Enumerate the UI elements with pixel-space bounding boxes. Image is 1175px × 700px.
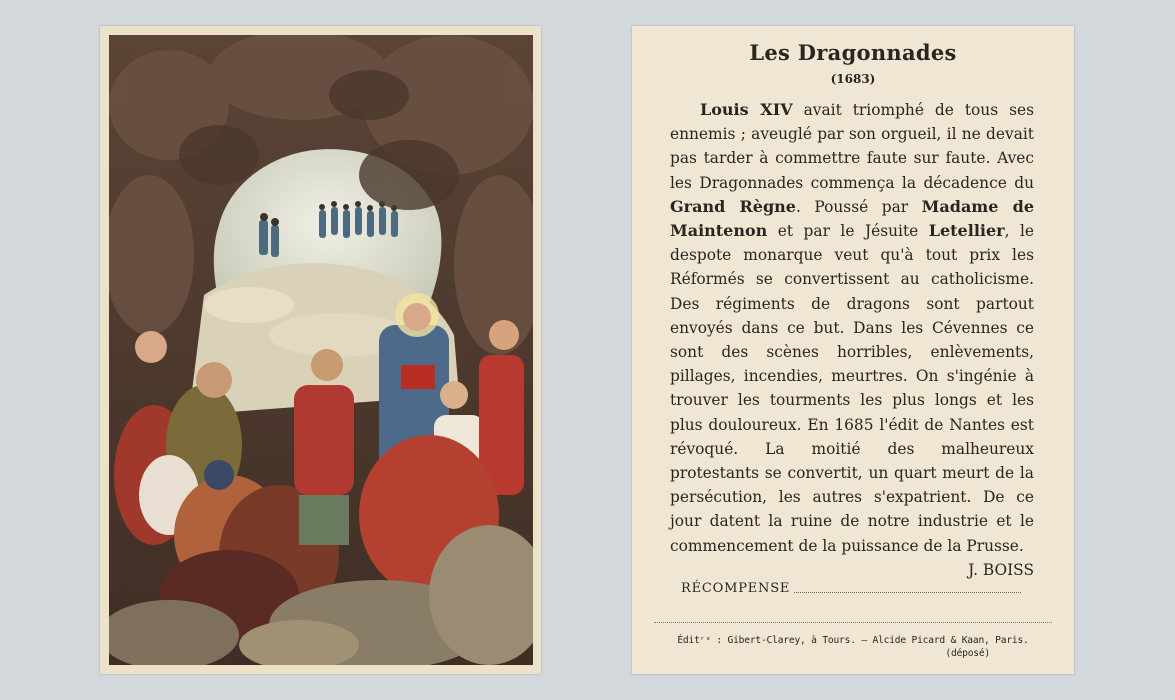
reward-blank-line	[794, 592, 1021, 593]
text-segment: et par le Jésuite	[767, 222, 929, 241]
narrative-text	[670, 98, 1034, 582]
footer-divider	[654, 622, 1052, 623]
card-year: (1683)	[830, 72, 876, 86]
publisher-footer	[650, 634, 1056, 660]
reward-field	[681, 581, 1021, 596]
bold-term: Letellier	[928, 221, 1005, 241]
author-signature: J. BOISS	[968, 560, 1034, 579]
text-segment: , le despote monarque veut qu'à tout prix les Réformés se convertissent au catholicisme. Des régiments de dragons sont partout envoyés dans ce but. Dans les Cévennes ce sont des scènes horribles, enlèvements, pillages, incendies, meurtres. On s'ingénie à trouver les tourments les plus longs et les plus douloureux. En 1685 l'édit de Nantes est révoqué. La moitié des malheureux protestants se convertit, un quart meurt de la persécution, les autres s'expatrient. De ce jour datent la ruine de notre industrie et le commencement de la puissance de la Prusse.	[670, 222, 1034, 555]
publisher-line: Éditʳˢ : Gibert-Clarey, à Tours. — Alcide Picard & Kaan, Paris.	[677, 635, 1029, 646]
text-segment: . Poussé par	[795, 197, 922, 216]
bold-term: Louis XIV	[700, 100, 793, 119]
bold-term: Grand Règne	[670, 196, 796, 216]
reward-label: RÉCOMPENSE	[681, 581, 791, 596]
engraved-scene-icon	[109, 35, 533, 665]
deposit-note: (déposé)	[945, 648, 990, 659]
illustrated-card	[100, 26, 541, 674]
text-segment: avait triomphé de tous ses ennemis ; aveuglé par son orgueil, il ne devait pas tarder à commettre faute sur faute. Avec les Dragonnades commença la décadence du	[670, 101, 1035, 192]
card-title: Les Dragonnades	[749, 40, 957, 65]
bold-term: Madame de Maintenon	[670, 196, 1034, 241]
text-card	[632, 26, 1074, 674]
